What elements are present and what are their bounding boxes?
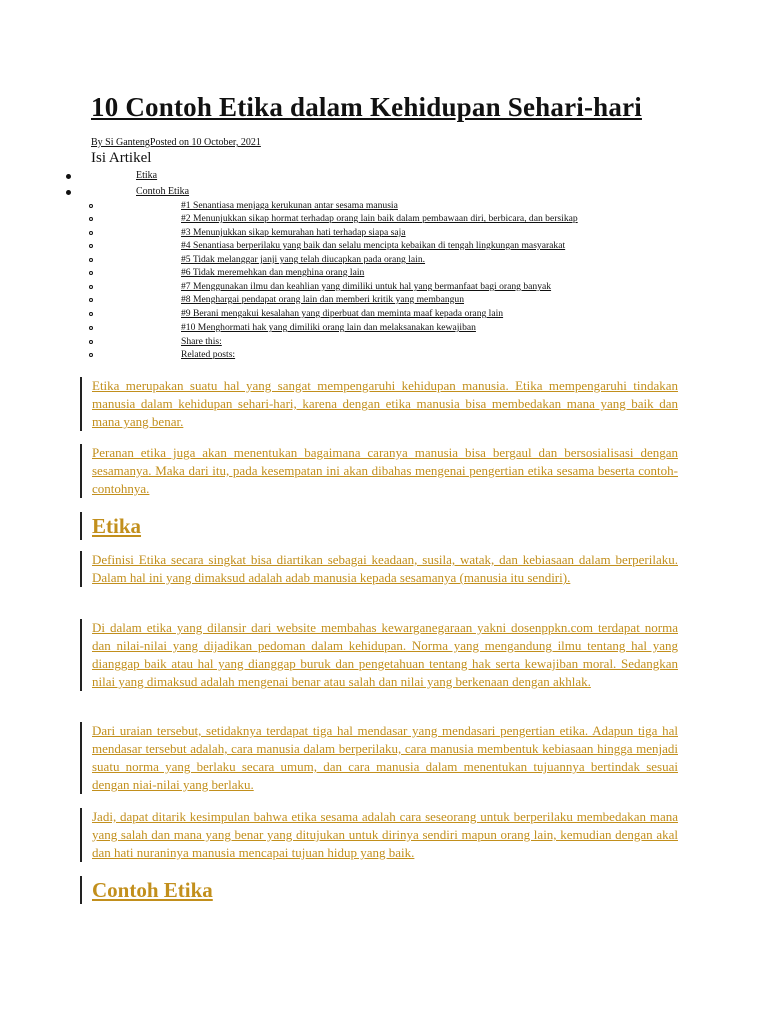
section-heading-block (80, 512, 678, 540)
etika-paragraph: Jadi, dapat ditarik kesimpulan bahwa etika sesama adalah cara seseorang untuk berperilaku membedakan mana yang salah dan mana yang benar yang ditujukan untuk dirinya sendiri mapun orang lain, kemudian dengan akal dan hati nuraninya manusia mencapai tujuan hidup yang baik. (92, 809, 678, 860)
hollow-bullet-icon (89, 204, 93, 208)
toc-item-link[interactable]: Share this: (181, 336, 222, 347)
toc-item (0, 308, 768, 321)
toc-item (0, 200, 768, 213)
intro-paragraph: Etika merupakan suatu hal yang sangat mempengaruhi kehidupan manusia. Etika mempengaruhi tindakan manusia dalam kehidupan sehari-hari, karena dengan etika manusia bisa membedakan mana yang baik dan mana yang benar. (92, 378, 678, 429)
etika-paragraph-block (80, 808, 678, 862)
bullet-icon (66, 174, 71, 179)
toc-heading: Isi Artikel (91, 150, 152, 166)
toc-item-link[interactable]: #3 Menunjukkan sikap kemurahan hati terhadap siapa saja (181, 227, 406, 238)
article-title: 10 Contoh Etika dalam Kehidupan Sehari-hari (91, 92, 642, 122)
hollow-bullet-icon (89, 231, 93, 235)
hollow-bullet-icon (89, 217, 93, 221)
etika-paragraph: Dari uraian tersebut, setidaknya terdapat tiga hal mendasar yang mendasari pengertian etika. Adapun tiga hal mendasar tersebut adalah, cara manusia dalam berperilaku, cara manusia membentuk kebiasaan hingga menjadi suatu norma yang berlaku secara umum, dan cara manusia dalam menentukan tujuannya bertindak sesuai dengan niai-nilai yang berlaku. (92, 723, 678, 792)
toc-item (0, 267, 768, 280)
toc-item-link[interactable]: #6 Tidak meremehkan dan menghina orang lain (181, 267, 365, 278)
toc-item-link[interactable]: Related posts: (181, 349, 236, 360)
toc-item (0, 349, 768, 362)
toc-item-link[interactable]: #5 Tidak melanggar janji yang telah diucapkan pada orang lain. (181, 254, 426, 265)
toc-item-link[interactable]: #8 Menghargai pendapat orang lain dan memberi kritik yang membangun (181, 294, 465, 305)
hollow-bullet-icon (89, 340, 93, 344)
hollow-bullet-icon (89, 271, 93, 275)
toc-item (0, 227, 768, 240)
toc-item-link[interactable]: #9 Berani mengakui kesalahan yang diperbuat dan meminta maaf kepada orang lain (181, 308, 504, 319)
toc-section-contoh-etika (0, 186, 768, 200)
hollow-bullet-icon (89, 312, 93, 316)
toc-item-link[interactable]: #2 Menunjukkan sikap hormat terhadap orang lain baik dalam pembawaan diri, berbicara, dan bersikap (181, 213, 578, 224)
hollow-bullet-icon (89, 353, 93, 357)
bullet-icon (66, 190, 71, 195)
etika-paragraph: Di dalam etika yang dilansir dari website membahas kewarganegaraan yakni dosenppkn.com terdapat norma dan nilai-nilai yang dijadikan pedoman dalam kehidupan. Norma yang mengandung ilmu tentang hal yang dianggap baik atau hal yang dianggap buruk dan pengetahuan tentang hak serta kewajiban moral. Sedangkan nilai yang dimaksud adalah mengenai benar atau salah dan nilai yang berkenaan dengan akhlak. (92, 620, 678, 689)
toc-section-etika (0, 170, 768, 184)
toc-item (0, 322, 768, 335)
hollow-bullet-icon (89, 285, 93, 289)
toc-item (0, 336, 768, 349)
toc-item-link[interactable]: #1 Senantiasa menjaga kerukunan antar sesama manusia (181, 200, 398, 211)
toc-section-link[interactable]: Contoh Etika (136, 186, 190, 197)
intro-paragraph-block (80, 444, 678, 498)
toc-item (0, 240, 768, 253)
toc-item (0, 213, 768, 226)
etika-paragraph-block (80, 722, 678, 794)
toc-item-link[interactable]: #4 Senantiasa berperilaku yang baik dan selalu mencipta kebaikan di tengah lingkungan masyarakat (181, 240, 566, 251)
etika-paragraph-block (80, 619, 678, 691)
hollow-bullet-icon (89, 326, 93, 330)
intro-paragraph: Peranan etika juga akan menentukan bagaimana caranya manusia bisa bergaul dan bersosialisasi dengan sesamanya. Maka dari itu, pada kesempatan ini akan dibahas mengenai pengertian etika sesama beserta contoh-contohnya. (92, 445, 678, 496)
toc-item (0, 254, 768, 267)
section-heading-block (80, 876, 678, 904)
section-heading-contoh-etika: Contoh Etika (92, 878, 213, 902)
toc-section-link[interactable]: Etika (136, 170, 158, 181)
toc-item-link[interactable]: #10 Menghormati hak yang dimiliki orang lain dan melaksanakan kewajiban (181, 322, 476, 333)
intro-paragraph-block (80, 377, 678, 431)
toc-item-link[interactable]: #7 Menggunakan ilmu dan keahlian yang dimiliki untuk hal yang bermanfaat bagi orang banyak (181, 281, 552, 292)
hollow-bullet-icon (89, 244, 93, 248)
hollow-bullet-icon (89, 298, 93, 302)
toc-item (0, 294, 768, 307)
etika-paragraph: Definisi Etika secara singkat bisa diartikan sebagai keadaan, susila, watak, dan kebiasaan dalam berperilaku. Dalam hal ini yang dimaksud adalah adab manusia kepada sesamanya (manusia itu sendiri). (92, 552, 678, 585)
section-heading-etika: Etika (92, 514, 142, 538)
etika-paragraph-block (80, 551, 678, 587)
toc-item (0, 281, 768, 294)
article-byline[interactable]: By Si GantengPosted on 10 October, 2021 (91, 137, 261, 148)
hollow-bullet-icon (89, 258, 93, 262)
